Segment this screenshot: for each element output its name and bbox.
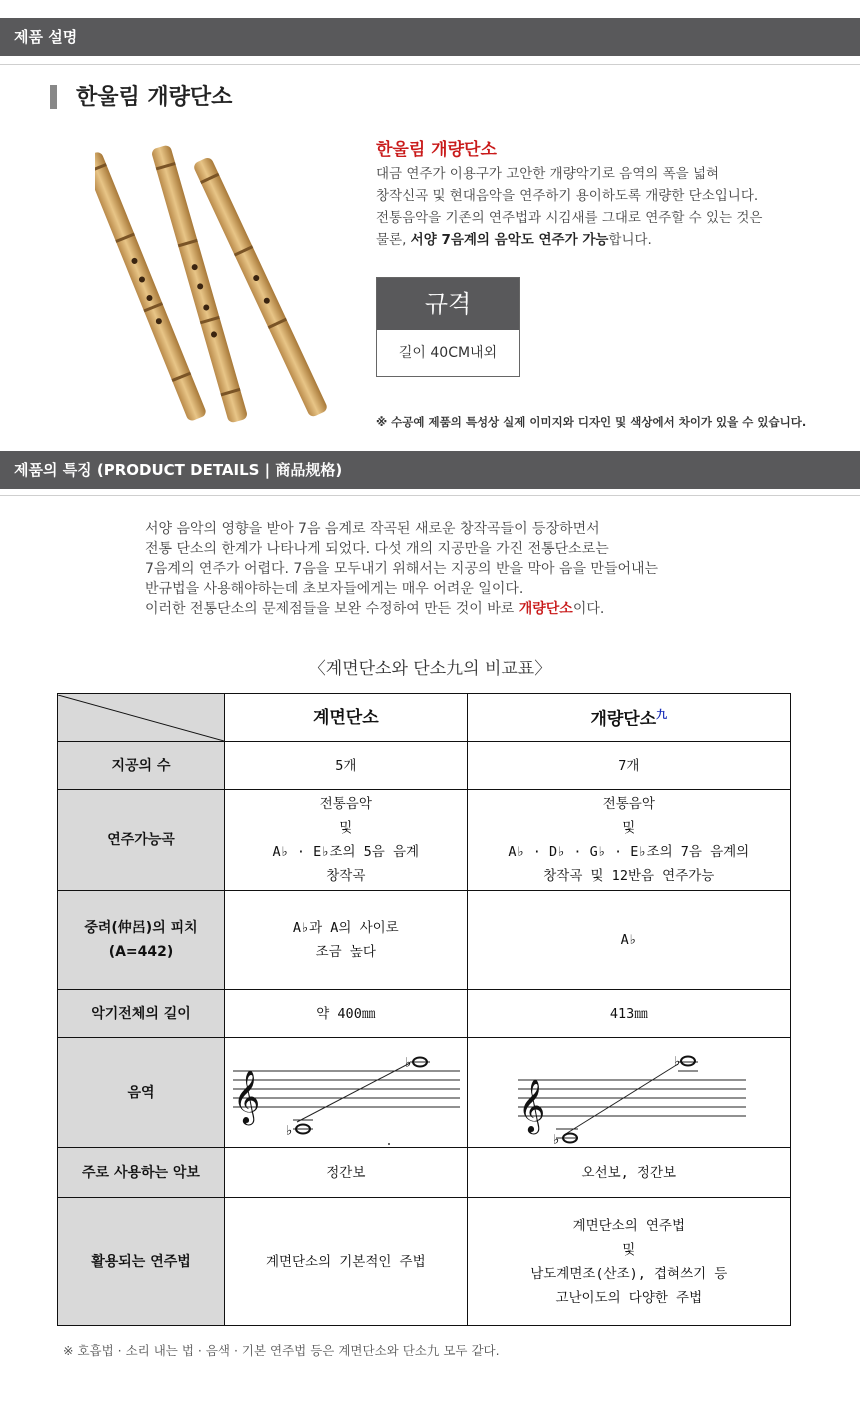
details-line: 반규법을 사용해야하는데 초보자들에게는 매우 어려운 일이다. xyxy=(145,581,524,597)
table-row xyxy=(58,1148,791,1198)
description-line: 대금 연주가 이용구가 고안한 개량악기로 음역의 폭을 넓혀 xyxy=(376,166,720,182)
table-row xyxy=(58,990,791,1038)
svg-text:𝄞: 𝄞 xyxy=(233,1068,261,1123)
row-label: 음역 xyxy=(58,1038,225,1148)
row-label: 활용되는 연주법 xyxy=(58,1198,225,1326)
svg-text:♭: ♭ xyxy=(285,1122,294,1139)
cell: 5개 xyxy=(225,742,468,790)
divider xyxy=(0,495,860,496)
corner-cell xyxy=(58,694,225,742)
section-title: 제품 설명 xyxy=(14,28,78,46)
description-line: 전통음악을 기존의 연주법과 시김새를 그대로 연주할 수 있는 것은 xyxy=(376,210,763,226)
row-label: 악기전체의 길이 xyxy=(58,990,225,1038)
row-label: 주로 사용하는 악보 xyxy=(58,1148,225,1198)
cell: 413㎜ xyxy=(467,990,790,1038)
title-marker xyxy=(50,85,57,109)
table-row xyxy=(58,1038,791,1148)
column-header-improved: 개량단소$^九$ xyxy=(467,694,790,742)
table-row xyxy=(58,790,791,891)
table-row xyxy=(58,742,791,790)
details-paragraph xyxy=(145,519,765,619)
svg-text:♭: ♭ xyxy=(404,1054,413,1071)
range-staff-gyemyeon xyxy=(225,1040,465,1146)
row-label: 중려(仲呂)의 피치 (A=442) xyxy=(58,891,225,990)
description-line: 창작신곡 및 현대음악을 연주하기 용이하도록 개량한 단소입니다. xyxy=(376,188,759,204)
cell xyxy=(467,1038,790,1148)
spec-value: 길이 40CM내외 xyxy=(398,345,498,361)
column-header-gyemyeon: 계면단소 xyxy=(225,694,468,742)
cell: 오선보, 정간보 xyxy=(467,1148,790,1198)
cell: 계면단소의 기본적인 주법 xyxy=(225,1198,468,1326)
cell: 계면단소의 연주법 및 남도계면조(산조), 겹혀쓰기 등 고난이도의 다양한 주법 xyxy=(467,1198,790,1326)
row-label: 지공의 수 xyxy=(58,742,225,790)
svg-text:♭: ♭ xyxy=(672,1053,682,1070)
details-line: 서양 음악의 영향을 받아 7음 음계로 작곡된 새로운 창작곡들이 등장하면서 xyxy=(145,521,600,537)
section-bar-product-details xyxy=(0,451,860,489)
description-title: 한울림 개량단소 xyxy=(376,140,497,160)
row-label: 연주가능곡 xyxy=(58,790,225,891)
cell: 정간보 xyxy=(225,1148,468,1198)
divider xyxy=(0,64,860,65)
table-row xyxy=(58,1198,791,1326)
details-line: 전통 단소의 한계가 나타나게 되었다. 다섯 개의 지공만을 가진 전통단소로는 xyxy=(145,541,609,557)
details-line: 7음계의 연주가 어렵다. 7음을 모두내기 위해서는 지공의 반을 막아 음을 만들어내는 xyxy=(145,561,659,577)
description-text xyxy=(376,163,846,251)
product-heading: 한울림 개량단소 xyxy=(76,85,233,110)
range-staff-improved xyxy=(468,1040,788,1146)
table-row xyxy=(58,891,791,990)
cell: A♭ xyxy=(467,891,790,990)
svg-text:♭: ♭ xyxy=(551,1131,561,1146)
table-footnote: ※ 호흡법 · 소리 내는 법 · 음색 · 기본 연주법 등은 계면단소와 단소九 모두 같다. xyxy=(63,1343,500,1358)
cell: 전통음악 및 A♭ · D♭ · G♭ · E♭조의 7음 음계의 창작곡 및 12반음 연주가능 xyxy=(467,790,790,891)
handcraft-note: ※ 수공예 제품의 특성상 실제 이미지와 디자인 및 색상에서 차이가 있을 수 있습니다. xyxy=(376,415,807,429)
cell: 약 400㎜ xyxy=(225,990,468,1038)
cell: 7개 xyxy=(467,742,790,790)
section-bar-product-description xyxy=(0,18,860,56)
section-title: 제품의 특징 (PRODUCT DETAILS | 商品规格) xyxy=(14,461,343,479)
svg-text:𝄞: 𝄞 xyxy=(517,1077,545,1132)
details-line: 이러한 전통단소의 문제점들을 보완 수정하여 만든 것이 바로 개량단소이다. xyxy=(145,601,605,617)
diagonal-line xyxy=(58,695,224,741)
cell: 전통음악 및 A♭ · E♭조의 5음 음계 창작곡 xyxy=(225,790,468,891)
spec-label: 규격 xyxy=(377,278,519,330)
comparison-table xyxy=(57,693,791,1326)
description-line: 물론, 서양 7음계의 음악도 연주가 가능합니다. xyxy=(376,232,652,248)
product-photo-danso xyxy=(95,135,330,435)
cell: A♭과 A의 사이로 조금 높다 xyxy=(225,891,468,990)
table-caption: 〈계면단소와 단소九의 비교표〉 xyxy=(308,659,552,679)
cell xyxy=(225,1038,468,1148)
spec-box xyxy=(376,277,520,377)
